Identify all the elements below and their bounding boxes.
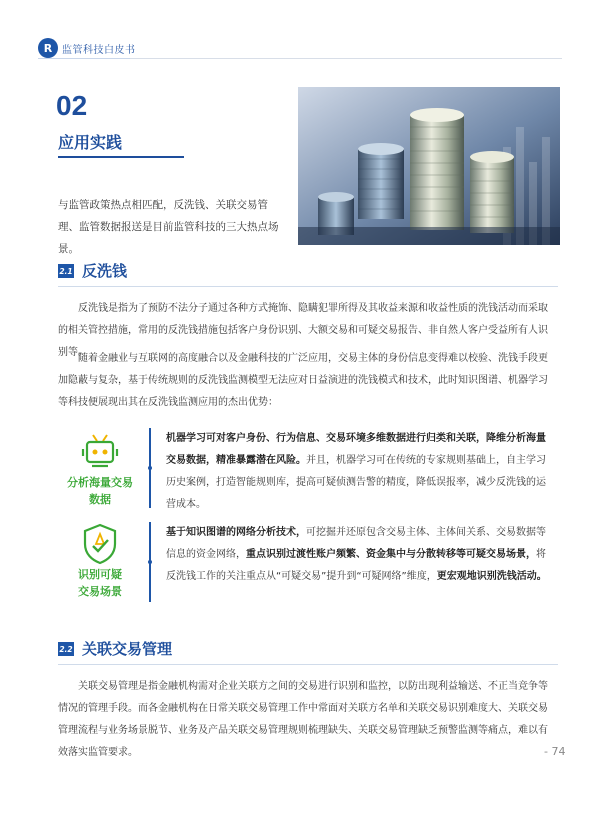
chapter-number: 02	[56, 90, 88, 121]
chapter-underline	[58, 156, 184, 158]
section-badge: 2.2	[58, 642, 74, 656]
section-divider	[58, 286, 558, 287]
feature-text-normal: 并且，机器学习可在传统的专家规则基础上，自主学习历史案例，打造智能规则库，提高可疑侦测告警的精度，降低误报率，减少反洗钱的运营成本。	[166, 455, 546, 510]
section-title: 反洗钱	[82, 262, 128, 280]
section-divider	[58, 664, 558, 665]
feature-label	[54, 566, 146, 600]
header-divider-light	[130, 58, 562, 59]
intro-paragraph: 与监管政策热点相匹配，反洗钱、关联交易管理、监管数据报送是目前监管科技的三大热点场景。	[58, 199, 279, 255]
feature-text-bold: 基于知识图谱的网络分析技术，	[166, 527, 306, 538]
feature-text-normal: 将反洗钱工作的关注重点从“可疑交易”提升到“可疑网络”维度，	[166, 549, 546, 582]
feature-text	[166, 522, 550, 588]
section-badge: 2.1	[58, 264, 74, 278]
feature-label-line: 交易场景	[78, 585, 122, 598]
feature-label-line: 识别可疑	[78, 568, 122, 581]
paragraph: 随着金融业与互联网的高度融合以及金融科技的广泛应用，交易主体的身份信息变得难以校验、洗钱手段更加隐蔽与复杂，基于传统规则的反洗钱监测模型无法应对日益演进的洗钱模式和技术，此时知识图谱、机器学习等科技便展现出其在反洗钱监测应用的杰出优势：	[58, 353, 548, 408]
feature-text	[166, 428, 550, 516]
paragraph: 关联交易管理是指金融机构需对企业关联方之间的交易进行识别和监控，以防出现利益输送、不正当竞争等情况的管理手段。而各金融机构在日常关联交易管理工作中常面对关联方名单和关联交易识别难度大、关联交易管理流程与业务场景脱节、业务及产品关联交易管理规则梳理缺失、关联交易管理缺乏预警监测等痛点，难以有效落实监管要求。	[58, 681, 548, 758]
divider-dot	[148, 466, 152, 470]
feature-label-line: 分析海量交易	[67, 476, 133, 489]
paragraph: 反洗钱是指为了预防不法分子通过各种方式掩饰、隐瞒犯罪所得及其收益来源和收益性质的洗钱活动而采取的相关管控措施，常用的反洗钱措施包括客户身份识别、大额交易和可疑交易报告、非自然人客户受益所有人识别等。	[58, 303, 548, 358]
logo-icon: R	[38, 38, 58, 58]
feature-text-bold: 更宏观地识别洗钱活动。	[436, 571, 547, 582]
robot-icon	[78, 432, 122, 472]
feature-text-normal: 可挖掘并还原包含交易主体、主体间关系、交易数据等信息的资金网络，	[166, 527, 546, 560]
page-number: - 74	[544, 745, 566, 758]
chapter-title: 应用实践	[58, 133, 123, 152]
header-divider	[38, 58, 130, 59]
header-title: 监管科技白皮书	[62, 45, 136, 56]
section-title: 关联交易管理	[82, 640, 173, 658]
divider-dot	[148, 560, 152, 564]
feature-text-bold: 重点识别过渡性账户频繁、资金集中与分散转移等可疑交易场景，	[246, 549, 536, 560]
feature-label-line: 数据	[89, 493, 111, 506]
coins-photo	[298, 87, 560, 245]
shield-check-icon	[80, 522, 120, 566]
feature-text-bold: 机器学习可对客户身份、行为信息、交易环境多维数据进行归类和关联，降维分析海量交易数据，精准暴露潜在风险。	[166, 433, 546, 466]
feature-label	[54, 474, 146, 508]
